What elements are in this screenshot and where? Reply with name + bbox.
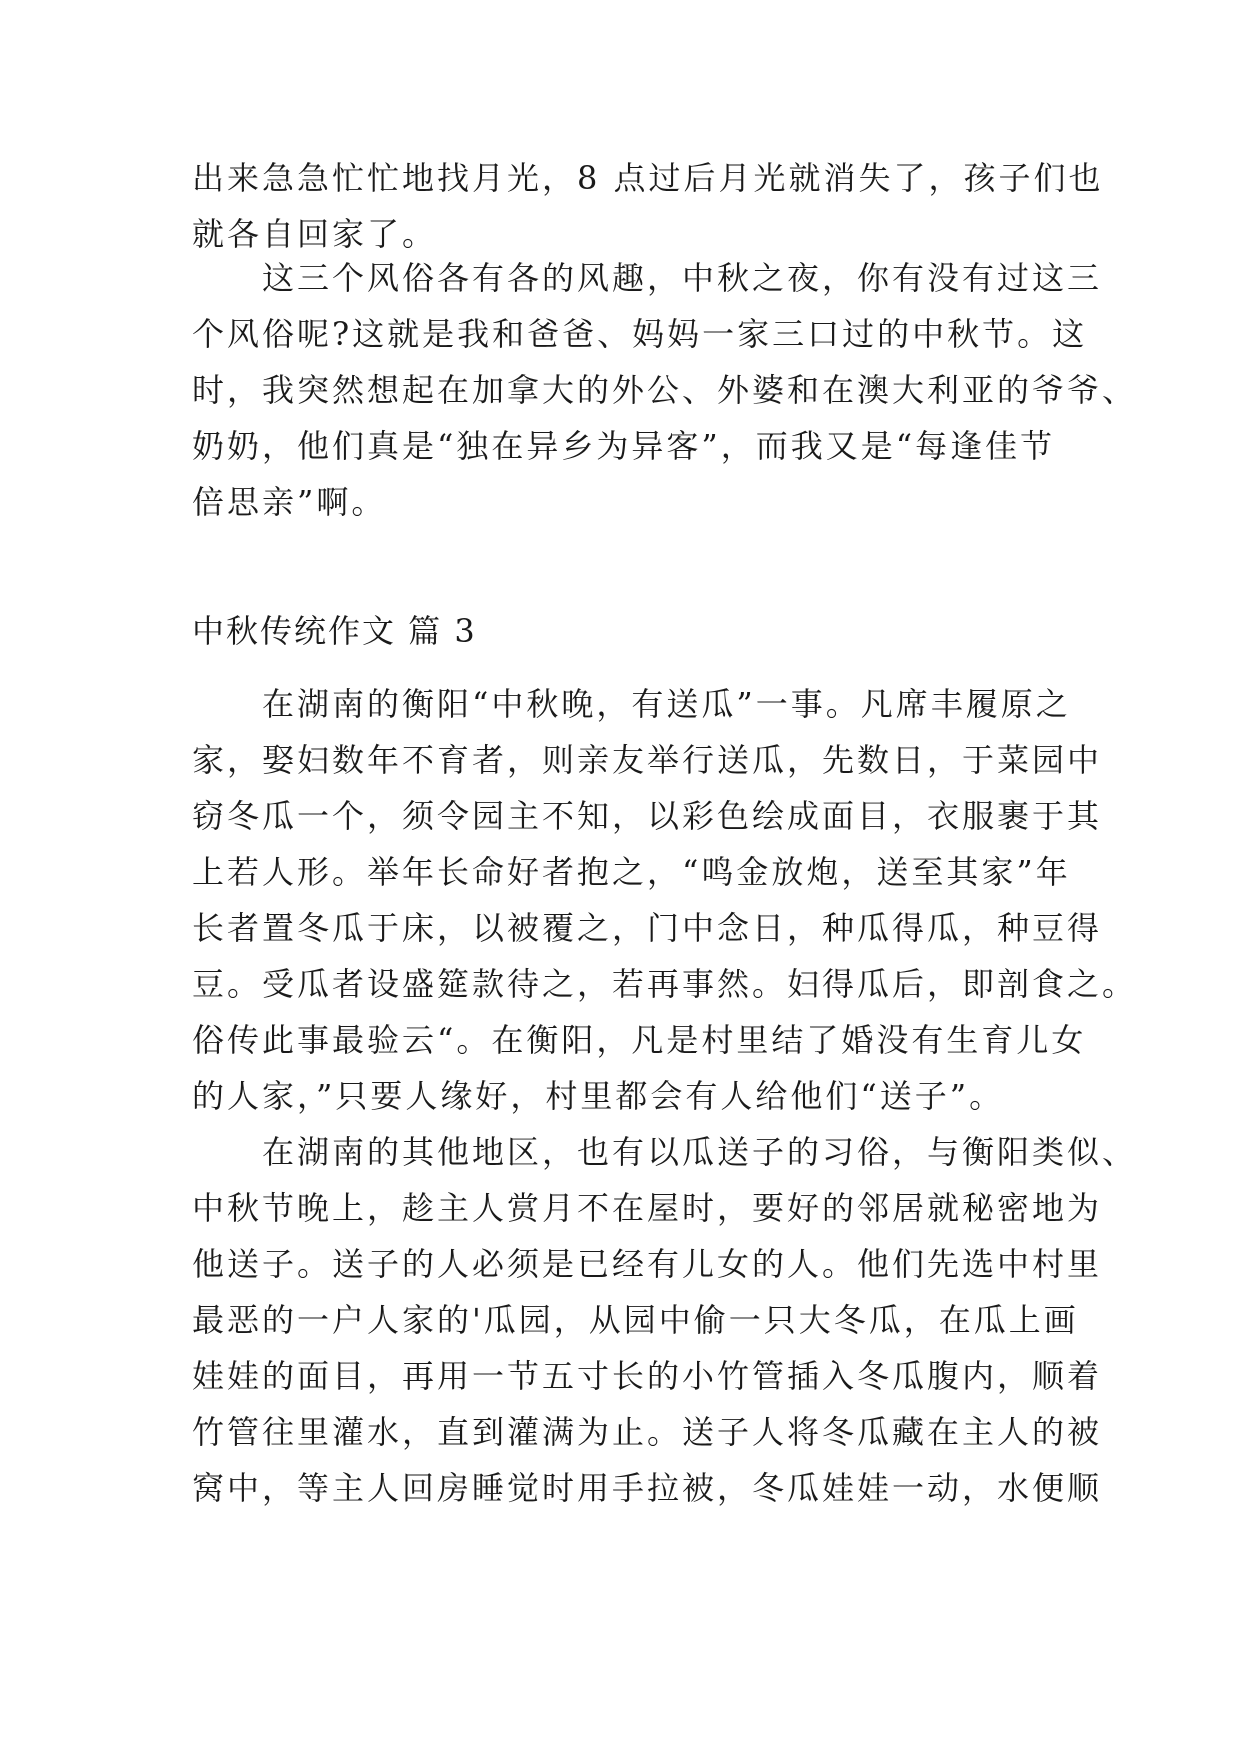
- text-line: 中秋节晚上，趁主人赏月不在屋时，要好的邻居就秘密地为: [192, 1189, 1103, 1227]
- text-line: 长者置冬瓜于床，以被覆之，门中念日，种瓜得瓜，种豆得: [192, 909, 1103, 947]
- text-line: 时，我突然想起在加拿大的外公、外婆和在澳大利亚的爷爷、: [192, 371, 1138, 409]
- text-line: 倍思亲”啊。: [192, 483, 387, 521]
- text-line: 在湖南的衡阳“中秋晚，有送瓜”一事。凡席丰履原之: [192, 685, 1071, 723]
- text-line: 家，娶妇数年不育者，则亲友举行送瓜，先数日，于菜园中: [192, 741, 1103, 779]
- text-line: 豆。受瓜者设盛筵款待之，若再事然。妇得瓜后，即剖食之。: [192, 965, 1138, 1003]
- section-heading-block: [192, 603, 1052, 659]
- text-line: 俗传此事最验云“。在衡阳，凡是村里结了婚没有生育儿女: [192, 1021, 1087, 1059]
- text-line: 在湖南的其他地区，也有以瓜送子的习俗，与衡阳类似、: [192, 1133, 1138, 1171]
- text-line: 上若人形。举年长命好者抱之，“鸣金放炮，送至其家”年: [192, 853, 1071, 891]
- text-line: 最恶的一户人家的'瓜园，从园中偷一只大冬瓜，在瓜上画: [192, 1301, 1079, 1339]
- text-line: 窝中，等主人回房睡觉时用手拉被，冬瓜娃娃一动，水便顺: [192, 1469, 1103, 1507]
- text-line: 娃娃的面目，再用一节五寸长的小竹管插入冬瓜腹内，顺着: [192, 1357, 1103, 1395]
- text-line: 出来急急忙忙地找月光，8 点过后月光就消失了，孩子们也: [192, 159, 1104, 197]
- text-line: 的人家，”只要人缘好，村里都会有人给他们“送子”。: [192, 1077, 1005, 1115]
- text-line: 就各自回家了。: [192, 215, 438, 253]
- paragraph-block-2: [192, 250, 1138, 530]
- text-line: 这三个风俗各有各的风趣，中秋之夜，你有没有过这三: [192, 259, 1103, 297]
- section-heading: 中秋传统作文 篇 3: [192, 612, 477, 650]
- text-line: 窃冬瓜一个，须令园主不知，以彩色绘成面目，衣服裹于其: [192, 797, 1103, 835]
- text-line: 竹管往里灌水，直到灌满为止。送子人将冬瓜藏在主人的被: [192, 1413, 1103, 1451]
- paragraph-block-3: [192, 676, 1138, 1516]
- text-line: 他送子。送子的人必须是已经有儿女的人。他们先选中村里: [192, 1245, 1103, 1283]
- text-line: 奶奶，他们真是“独在异乡为异客”，而我又是“每逢佳节: [192, 427, 1056, 465]
- text-line: 个风俗呢?这就是我和爸爸、妈妈一家三口过的中秋节。这: [192, 315, 1088, 353]
- paragraph-block-1: [192, 150, 1104, 262]
